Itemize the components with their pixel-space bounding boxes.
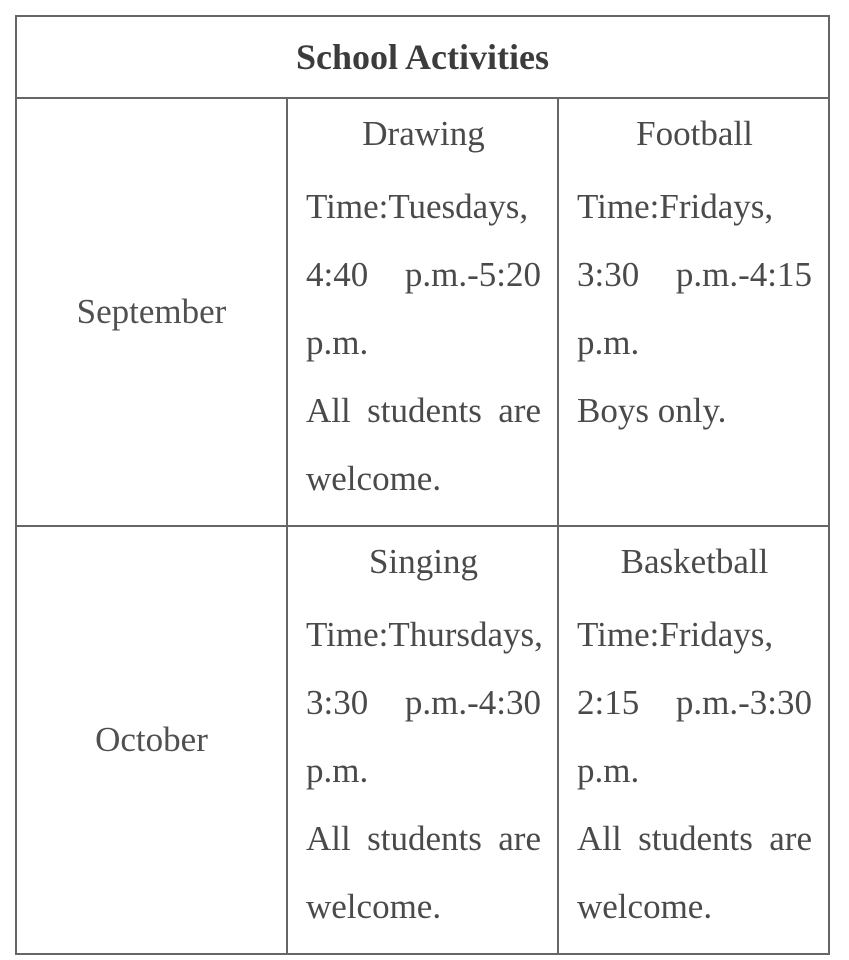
activity-name: Drawing <box>362 114 485 153</box>
table-row-october <box>16 526 829 954</box>
month-label-october: October <box>16 526 287 954</box>
activity-note-end: welcome. <box>306 887 442 926</box>
activity-note: All students are <box>577 819 812 858</box>
month-label-september: September <box>16 98 287 526</box>
activity-name: Football <box>636 114 753 153</box>
activity-note: All students are <box>306 391 541 430</box>
activity-note: All students are <box>306 819 541 858</box>
activity-cell-singing <box>287 526 558 954</box>
activity-time: Time:Tuesdays, <box>306 187 529 226</box>
activity-time: Time:Fridays, <box>577 187 774 226</box>
activity-time: Time:Fridays, <box>577 615 774 654</box>
activity-hours: 2:15 p.m.-3:30 <box>577 683 812 722</box>
activity-hours-suffix: p.m. <box>577 751 640 790</box>
table-row-september <box>16 98 829 526</box>
activity-hours-suffix: p.m. <box>577 323 640 362</box>
activity-hours-suffix: p.m. <box>306 323 369 362</box>
activity-hours: 4:40 p.m.-5:20 <box>306 255 541 294</box>
activity-cell-drawing <box>287 98 558 526</box>
activity-name: Singing <box>369 542 478 581</box>
school-activities-table <box>15 15 830 955</box>
activity-note: Boys only. <box>577 391 727 430</box>
activity-cell-basketball <box>558 526 829 954</box>
activity-hours: 3:30 p.m.-4:15 <box>577 255 812 294</box>
activity-hours-suffix: p.m. <box>306 751 369 790</box>
title-row <box>16 16 829 98</box>
activity-note-end: welcome. <box>577 887 713 926</box>
activity-hours: 3:30 p.m.-4:30 <box>306 683 541 722</box>
activity-time: Time:Thursdays, <box>306 615 543 654</box>
activity-note-end: welcome. <box>306 459 442 498</box>
activity-cell-football <box>558 98 829 526</box>
table-title: School Activities <box>16 16 829 98</box>
activity-name: Basketball <box>620 542 769 581</box>
